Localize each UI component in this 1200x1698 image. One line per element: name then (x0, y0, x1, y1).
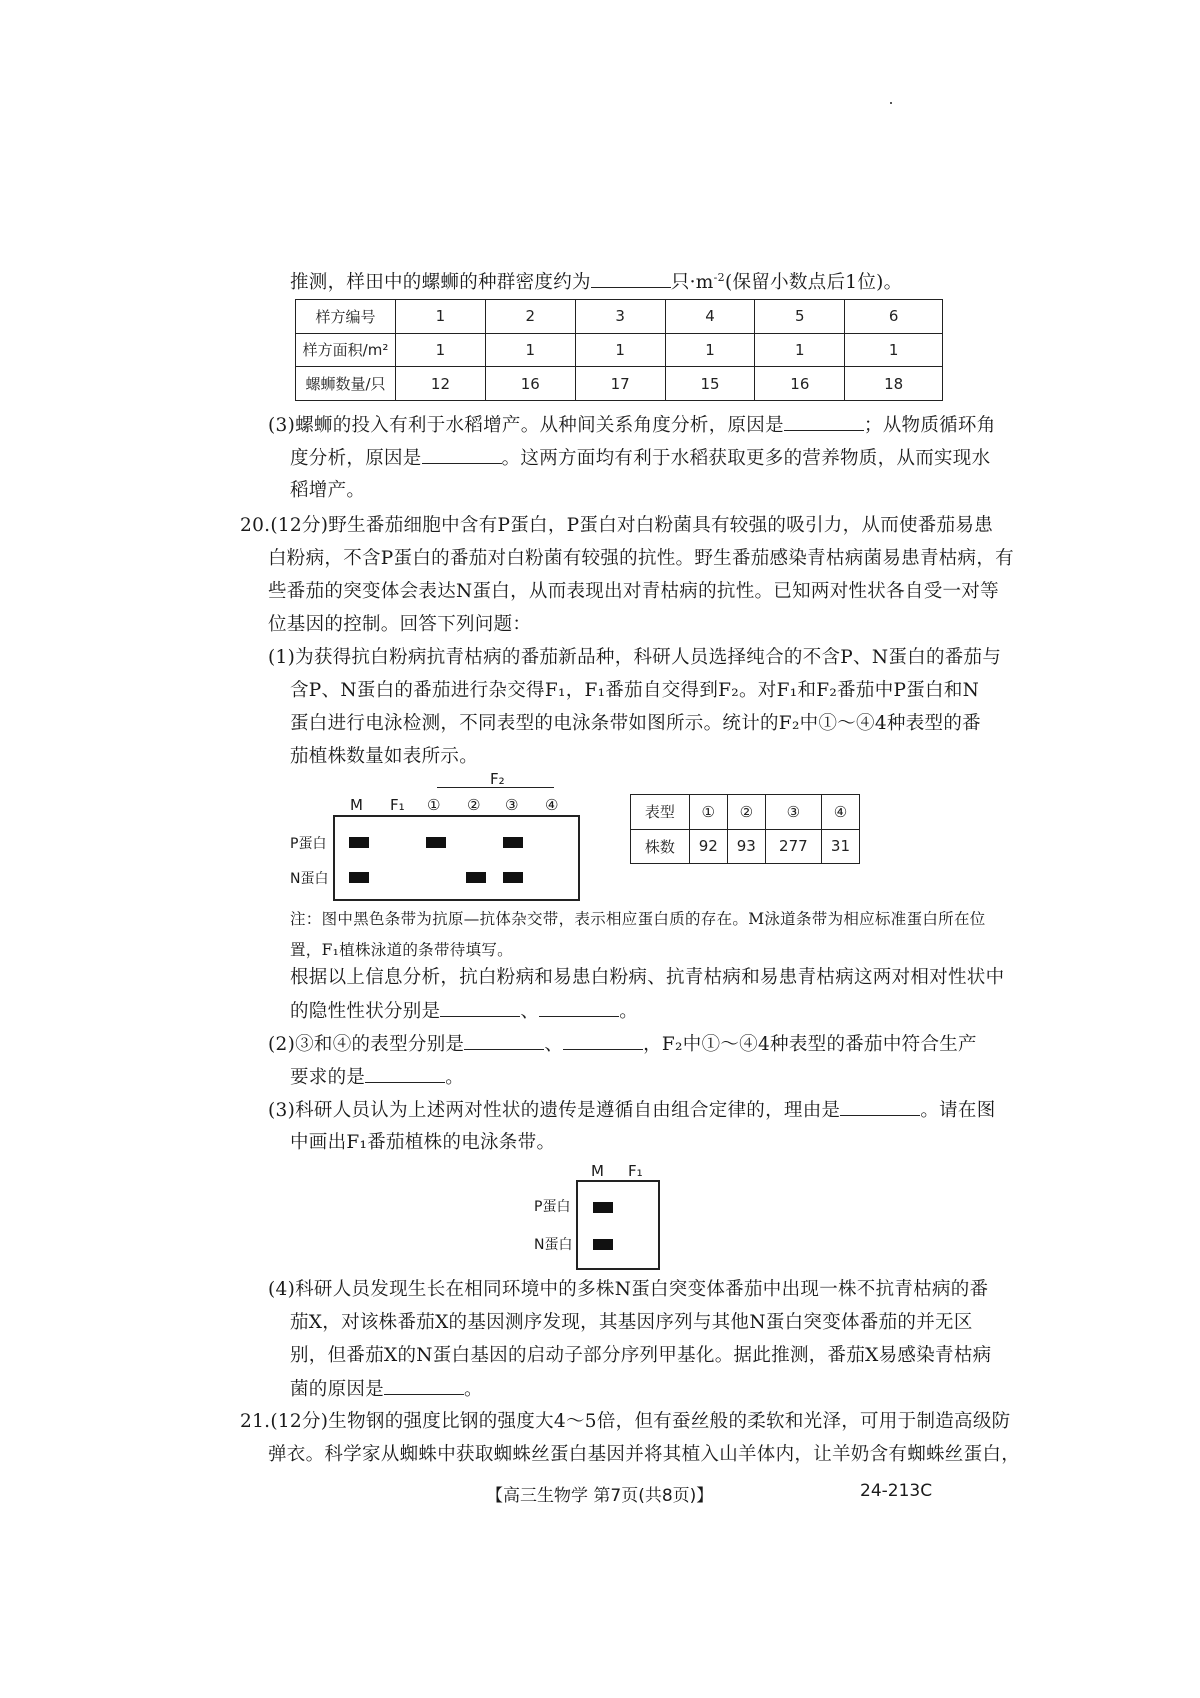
q20-part3-line1: (3)科研人员认为上述两对性状的遗传是遵循自由组合定律的，理由是 。请在图 (268, 1097, 996, 1124)
table-cell: 6 (845, 300, 943, 334)
lane-label-m: M (591, 1162, 604, 1180)
table-cell: 1 (396, 300, 486, 334)
row-label-p-protein: P蛋白 (534, 1199, 571, 1215)
band-m-n (593, 1239, 613, 1250)
table-cell: 1 (665, 333, 755, 367)
q20-intro-line4: 位基因的控制。回答下列问题： (268, 614, 532, 635)
page-footer-code: 24-213C (860, 1481, 933, 1501)
q20-intro-line3: 些番茄的突变体会表达N蛋白，从而表现出对青枯病的抗性。已知两对性状各自受一对等 (268, 581, 999, 602)
table-cell: 16 (485, 367, 575, 401)
table-cell: 3 (575, 300, 665, 334)
q19-part3-line3: 稻增产。 (290, 480, 366, 501)
table-cell: 92 (689, 829, 727, 864)
table-cell: 1 (485, 333, 575, 367)
band-m-p (593, 1202, 613, 1213)
table-cell: 12 (396, 367, 486, 401)
gel-box (333, 815, 580, 901)
row-label-p-protein: P蛋白 (290, 836, 327, 852)
q20-analysis-line2: 的隐性性状分别是 、 。 (290, 998, 638, 1025)
table-row (631, 795, 860, 830)
figure-note-line2: 置，F₁植株泳道的条带待填写。 (290, 941, 513, 959)
table-cell: 15 (665, 367, 755, 401)
row-header-cell: 样方面积/m² (296, 333, 396, 367)
table-cell: 1 (396, 333, 486, 367)
q20-analysis-line1: 根据以上信息分析，抗白粉病和易患白粉病、抗青枯病和易患青枯病这两对相对性状中 (290, 967, 1005, 988)
answer-blank[interactable] (464, 1031, 544, 1050)
q20-part1-line1: (1)为获得抗白粉病抗青枯病的番茄新品种，科研人员选择纯合的不含P、N蛋白的番茄与 (268, 647, 1002, 668)
scan-speck (890, 102, 892, 104)
table-cell: 5 (755, 300, 845, 334)
lane-label-m: M (350, 796, 363, 814)
row-header-cell: 螺蛳数量/只 (296, 367, 396, 401)
answer-blank[interactable] (440, 998, 520, 1017)
q20-part2-line1: (2)③和④的表型分别是 、 ，F₂中①～④4种表型的番茄中符合生产 (268, 1031, 977, 1058)
answer-blank[interactable] (784, 412, 864, 431)
table-row (296, 300, 943, 334)
q21-line2: 弹衣。科学家从蜘蛛中获取蜘蛛丝蛋白基因并将其植入山羊体内，让羊奶含有蜘蛛丝蛋白， (268, 1444, 1021, 1465)
q20-part4-line2: 茄X，对该株番茄X的基因测序发现，其基因序列与其他N蛋白突变体番茄的并无区 (290, 1312, 973, 1333)
page-footer-center: 【高三生物学 第7页(共8页)】 (486, 1486, 714, 1506)
q20-part4-line4: 菌的原因是 。 (290, 1376, 483, 1403)
q19-line1: 推测，样田中的螺蛳的种群密度约为 只$\cdot m^{-2}$(保留小数点后1位)。 (290, 271, 903, 294)
lane-label-f1: F₁ (628, 1162, 643, 1180)
band-m-p (349, 837, 369, 848)
table-cell: 4 (665, 300, 755, 334)
answer-blank[interactable] (384, 1376, 464, 1395)
table-cell: 株数 (631, 829, 690, 864)
answer-blank[interactable] (422, 445, 502, 464)
f2-bracket-line (437, 787, 554, 788)
q21-line1: 21.(12分)生物钢的强度比钢的强度大4～5倍，但有蚕丝般的柔软和光泽，可用于制造高级防 (240, 1411, 1011, 1432)
lane-label-1: ① (427, 796, 441, 814)
lane-label-2: ② (467, 796, 481, 814)
table-cell: 17 (575, 367, 665, 401)
table-cell: ② (727, 795, 765, 830)
figure-note-line1: 注：图中黑色条带为抗原—抗体杂交带，表示相应蛋白质的存在。M泳道条带为相应标准蛋白所在位 (290, 910, 986, 928)
table-cell: 93 (727, 829, 765, 864)
q19-part3-line2: 度分析，原因是 。这两方面均有利于水稻获取更多的营养物质，从而实现水 (290, 445, 990, 472)
gel-box-to-draw[interactable] (576, 1180, 660, 1270)
q20-part2-line2: 要求的是 。 (290, 1064, 464, 1091)
q19-part3-line1: (3)螺蛳的投入有利于水稻增产。从种间关系角度分析，原因是 ；从物质循环角 (268, 412, 996, 439)
lane-label-f1: F₁ (390, 796, 405, 814)
q20-part4-line3: 别，但番茄X的N蛋白基因的启动子部分序列甲基化。据此推测，番茄X易感染青枯病 (290, 1345, 992, 1366)
q20-intro-line1: 20.(12分)野生番茄细胞中含有P蛋白，P蛋白对白粉菌具有较强的吸引力，从而使番茄易患 (240, 515, 993, 536)
table-cell: 18 (845, 367, 943, 401)
answer-blank[interactable] (563, 1031, 643, 1050)
table-cell: 1 (575, 333, 665, 367)
f2-group-label: F₂ (490, 770, 505, 788)
q20-part4-line1: (4)科研人员发现生长在相同环境中的多株N蛋白突变体番茄中出现一株不抗青枯病的番 (268, 1279, 989, 1300)
q20-part1-line4: 茄植株数量如表所示。 (290, 746, 479, 767)
row-label-n-protein: N蛋白 (534, 1237, 573, 1253)
q20-part1-line2: 含P、N蛋白的番茄进行杂交得F₁，F₁番茄自交得到F₂。对F₁和F₂番茄中P蛋白和N (290, 680, 980, 701)
answer-blank[interactable] (539, 998, 619, 1017)
q20-intro-line2: 白粉病，不含P蛋白的番茄对白粉菌有较强的抗性。野生番茄感染青枯病菌易患青枯病，有 (268, 548, 1014, 569)
table-cell: 1 (845, 333, 943, 367)
table-cell: 277 (765, 829, 821, 864)
answer-blank[interactable] (840, 1097, 920, 1116)
band-1-p (426, 837, 446, 848)
table-cell: ③ (765, 795, 821, 830)
band-m-n (349, 872, 369, 883)
q20-part3-line2: 中画出F₁番茄植株的电泳条带。 (290, 1132, 556, 1153)
band-3-n (503, 872, 523, 883)
lane-label-4: ④ (545, 796, 559, 814)
quadrat-table (295, 299, 943, 401)
band-2-n (466, 872, 486, 883)
table-cell: 2 (485, 300, 575, 334)
table-cell: 16 (755, 367, 845, 401)
answer-blank[interactable] (591, 269, 671, 288)
q20-part1-line3: 蛋白进行电泳检测，不同表型的电泳条带如图所示。统计的F₂中①～④4种表型的番 (290, 713, 981, 734)
table-cell: ④ (821, 795, 859, 830)
band-3-p (503, 837, 523, 848)
table-cell: 1 (755, 333, 845, 367)
lane-label-3: ③ (505, 796, 519, 814)
table-row (296, 367, 943, 401)
table-cell: 表型 (631, 795, 690, 830)
table-row (631, 829, 860, 864)
row-header-cell: 样方编号 (296, 300, 396, 334)
table-cell: ① (689, 795, 727, 830)
table-row (296, 333, 943, 367)
table-cell: 31 (821, 829, 859, 864)
row-label-n-protein: N蛋白 (290, 871, 329, 887)
phenotype-count-table (630, 794, 860, 864)
answer-blank[interactable] (365, 1064, 445, 1083)
